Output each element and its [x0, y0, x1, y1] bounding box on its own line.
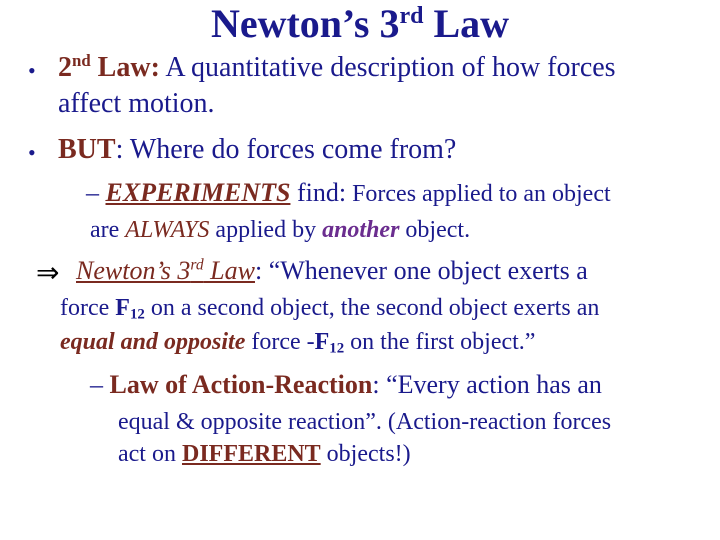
action-reaction-line-3: act on DIFFERENT objects!) — [118, 441, 411, 467]
always-word: ALWAYS — [125, 217, 210, 243]
experiments-word: EXPERIMENTS — [105, 178, 291, 207]
bullet-dot: • — [28, 140, 36, 165]
experiments-line-2: are ALWAYS applied by another object. — [90, 217, 471, 243]
second-law-text: A quantitative description of how forces — [159, 52, 616, 83]
newton-law-name: Newton’s 3rd Law — [76, 256, 255, 285]
bullet-but: BUT: Where do forces come from? — [58, 134, 457, 165]
title-main: Newton’s 3 — [210, 1, 400, 46]
action-reaction-line: – Law of Action-Reaction: “Every action has an — [90, 370, 602, 399]
title-sup: rd — [399, 3, 424, 29]
bullet-2nd-law — [58, 50, 616, 83]
second-law-label: 2nd Law: — [58, 50, 160, 83]
newton-law-line-3: equal and opposite force $-F_{12}$ on the first object.” — [60, 329, 536, 357]
action-reaction-line-2: equal & opposite reaction”. (Action-reaction forces — [118, 409, 612, 435]
bullet-2nd-law-cont: affect motion. — [58, 88, 215, 119]
newton-law-line: Newton’s 3rd Law: “Whenever one object exerts a — [76, 256, 588, 285]
slide-title — [0, 0, 720, 48]
different-word: DIFFERENT — [181, 441, 321, 467]
title-end: Law — [423, 1, 510, 46]
equal-opposite-word: equal and opposite — [60, 329, 246, 355]
implies-arrow-icon: ⇒ — [36, 256, 60, 289]
another-word: another — [322, 217, 400, 243]
experiments-line: – EXPERIMENTS find: Forces applied to an object — [86, 178, 611, 207]
bullet-dot: • — [28, 58, 36, 83]
but-label: BUT — [58, 134, 116, 165]
newton-law-line-2: force $F_{12}$ on a second object, the second object exerts an — [60, 295, 600, 323]
action-reaction-label: Law of Action-Reaction — [109, 370, 373, 399]
